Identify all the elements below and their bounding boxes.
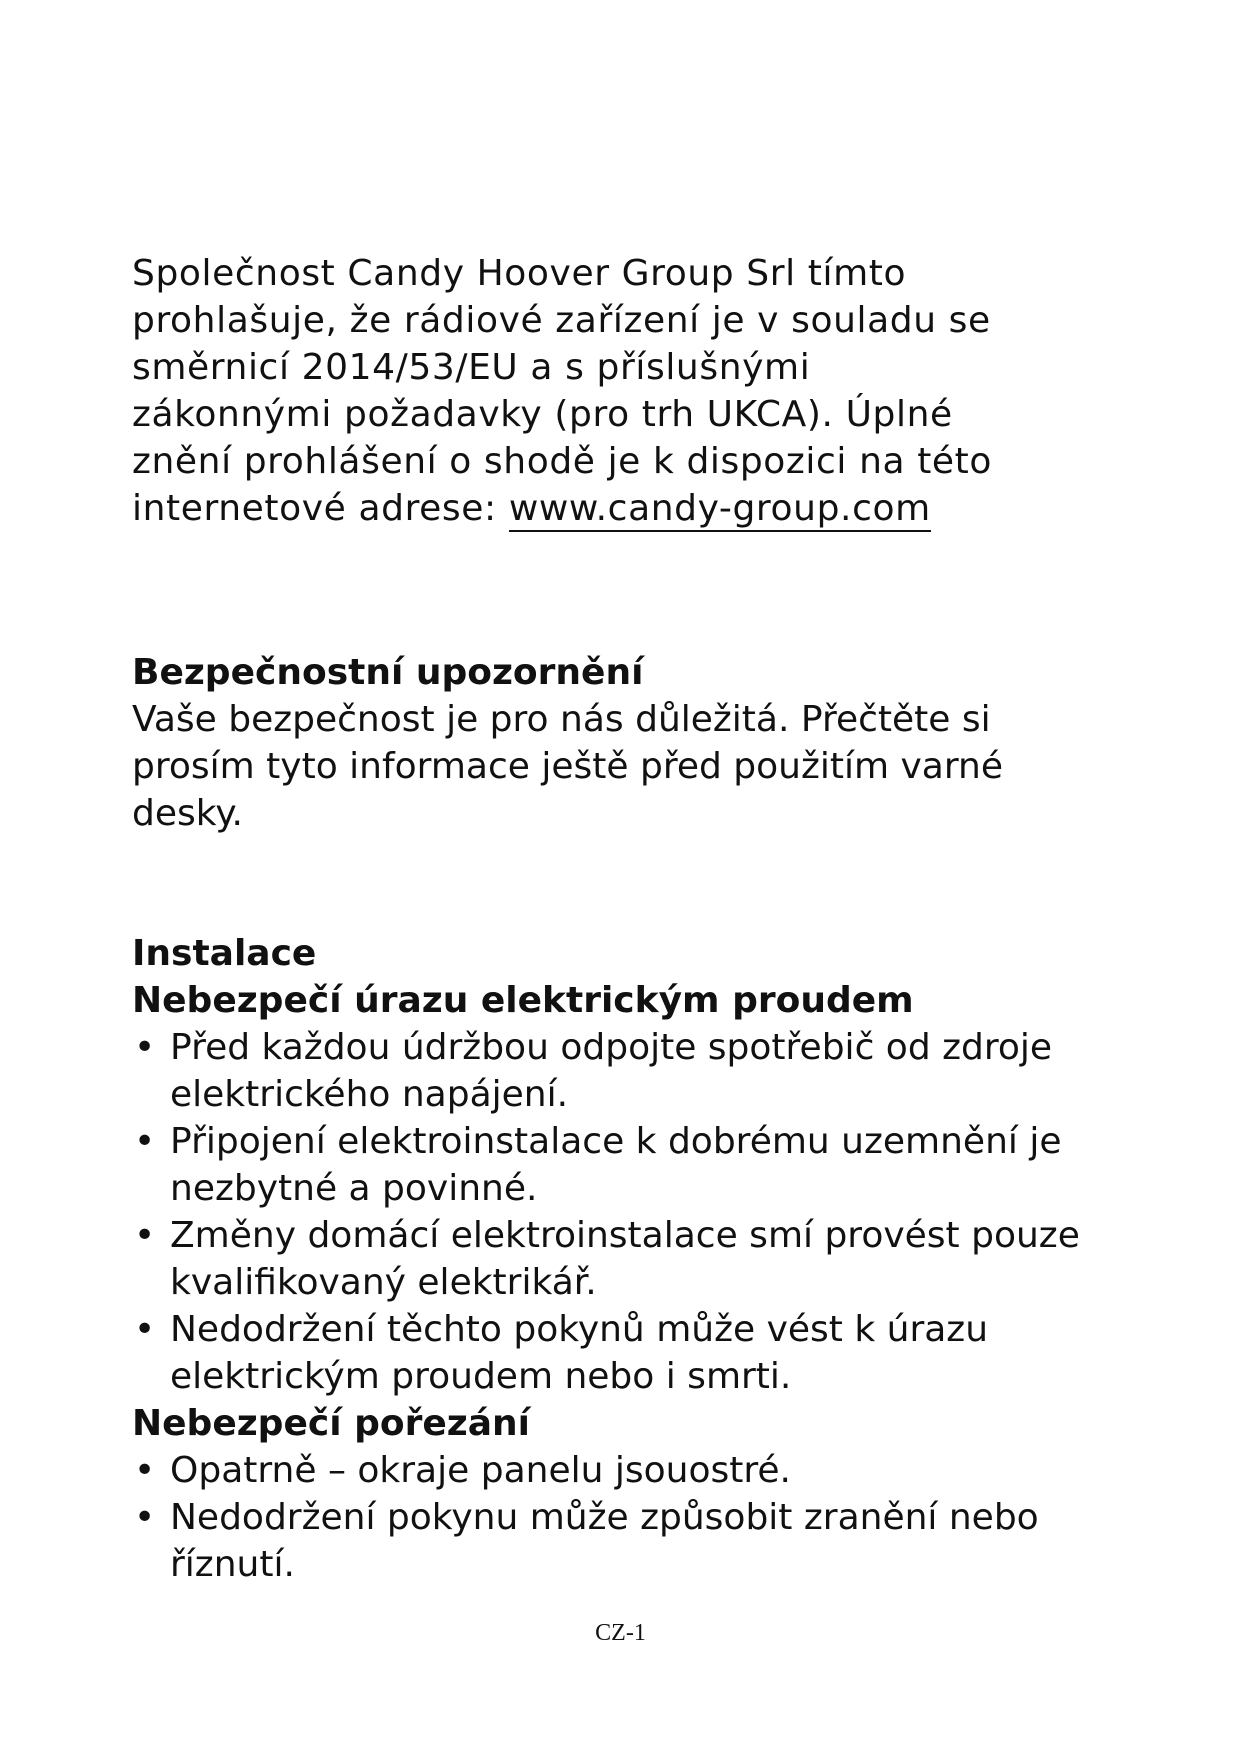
electric-shock-list: [132, 1024, 1172, 1400]
declaration-last-line: [132, 485, 1172, 532]
list-item: [132, 1306, 1172, 1400]
list-item-text: Nedodržení pokynu může způsobit zranění nebo: [170, 1497, 1039, 1538]
list-item: [132, 1212, 1172, 1306]
installation-heading: Instalace: [132, 933, 317, 974]
list-item: [132, 1118, 1172, 1212]
list-item-text: nezbytné a povinné.: [170, 1168, 538, 1209]
list-item-text: Připojení elektroinstalace k dobrému uzemnění je: [170, 1121, 1062, 1162]
list-item-text: Před každou údržbou odpojte spotřebič od zdroje: [170, 1027, 1053, 1068]
electric-shock-heading: Nebezpečí úrazu elektrickým proudem: [132, 980, 914, 1021]
list-item: [132, 1447, 1172, 1494]
declaration-paragraph: [132, 250, 1172, 532]
safety-paragraph: [132, 696, 1172, 837]
safety-line: prosím tyto informace ještě před použitím varné: [132, 746, 1003, 787]
declaration-line: znění prohlášení o shodě je k dispozici na této: [132, 441, 992, 482]
declaration-line: Společnost Candy Hoover Group Srl tímto: [132, 253, 907, 294]
bullet-icon: •: [134, 1215, 156, 1256]
safety-heading: Bezpečnostní upozornění: [132, 652, 644, 693]
declaration-line: zákonnými požadavky (pro trh UKCA). Úplné: [132, 394, 953, 435]
list-item-text: Změny domácí elektroinstalace smí provést pouze: [170, 1215, 1080, 1256]
bullet-icon: •: [134, 1497, 156, 1538]
list-item-text: říznutí.: [170, 1544, 295, 1585]
list-item: [132, 1024, 1172, 1118]
safety-section: [132, 649, 1172, 837]
installation-section: [132, 930, 1172, 1588]
candy-group-link[interactable]: www.candy-group.com: [509, 488, 931, 532]
cuts-list: [132, 1447, 1172, 1588]
cuts-heading: Nebezpečí pořezání: [132, 1403, 530, 1444]
list-item-text: Opatrně – okraje panelu jsouostré.: [170, 1450, 791, 1491]
safety-line: Vaše bezpečnost je pro nás důležitá. Přečtěte si: [132, 699, 991, 740]
bullet-icon: •: [134, 1121, 156, 1162]
list-item-text: elektrického napájení.: [170, 1074, 569, 1115]
page-number: CZ-1: [595, 1620, 646, 1646]
list-item-text: elektrickým proudem nebo i smrti.: [170, 1356, 792, 1397]
declaration-line: prohlašuje, že rádiové zařízení je v souladu se: [132, 300, 991, 341]
document-page: [132, 250, 1172, 1588]
declaration-line: směrnicí 2014/53/EU a s příslušnými: [132, 347, 811, 388]
list-item: [132, 1494, 1172, 1588]
bullet-icon: •: [134, 1309, 156, 1350]
bullet-icon: •: [134, 1450, 156, 1491]
safety-line: desky.: [132, 793, 243, 834]
list-item-text: Nedodržení těchto pokynů může vést k úrazu: [170, 1309, 989, 1350]
declaration-prefix: internetové adrese:: [132, 488, 509, 529]
list-item-text: kvalifikovaný elektrikář.: [170, 1262, 597, 1303]
bullet-icon: •: [134, 1027, 156, 1068]
